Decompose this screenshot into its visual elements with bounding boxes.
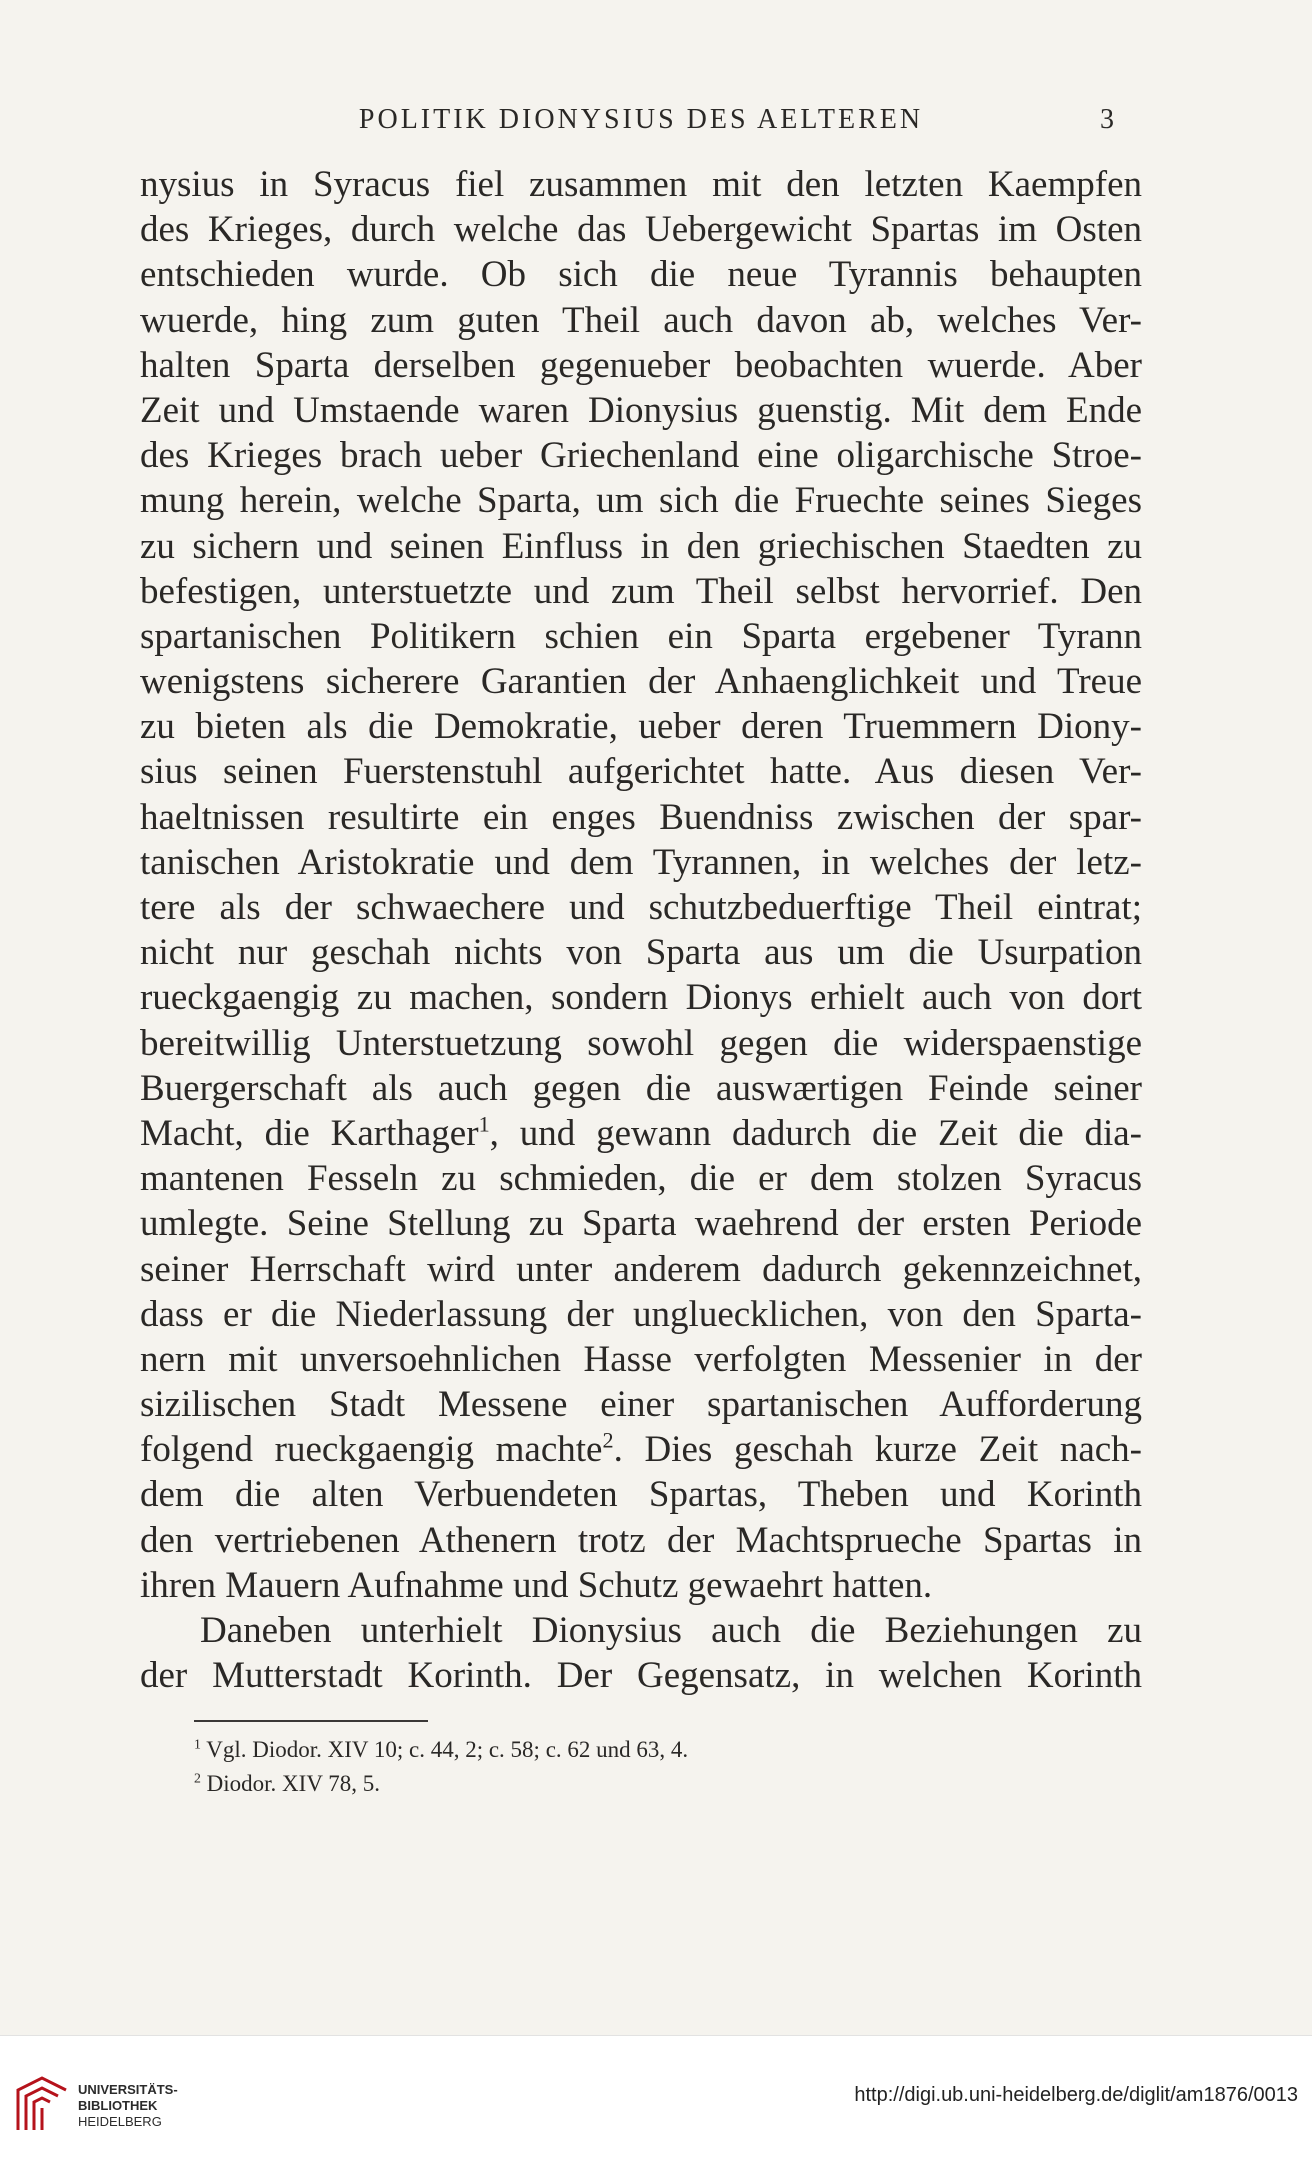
footnote-text: Diodor. XIV 78, 5.: [206, 1771, 381, 1796]
body-text: [140, 162, 1142, 1698]
ub-heidelberg-logo-icon[interactable]: [12, 2076, 72, 2134]
text-line: Buergerschaft als auch gegen die auswærtigen Feinde seiner: [140, 1067, 1142, 1109]
text-line: wuerde, hing zum guten Theil auch davon ab, welches Ver-: [140, 299, 1142, 341]
text-line: wenigstens sicherere Garantien der Anhaenglichkeit und Treue: [140, 661, 1142, 703]
text-line: umlegte. Seine Stellung zu Sparta waehrend der ersten Periode: [140, 1203, 1142, 1245]
library-name: [78, 2082, 178, 2130]
library-name-line: HEIDELBERG: [78, 2114, 162, 2129]
text-line: nern mit unversoehnlichen Hasse verfolgten Messenier in der: [140, 1338, 1142, 1380]
text-line: entschieden wurde. Ob sich die neue Tyrannis behaupten: [140, 254, 1142, 296]
viewer-footer: [0, 2035, 1312, 2159]
library-name-line: UNIVERSITÄTS-: [78, 2082, 178, 2097]
footnote-ref[interactable]: 1: [478, 1111, 490, 1137]
text-line: rueckgaengig zu machen, sondern Dionys erhielt auch von dort: [140, 977, 1142, 1019]
text-line: seiner Herrschaft wird unter anderem dadurch gekennzeichnet,: [140, 1248, 1142, 1290]
footnote-marker: 1: [194, 1736, 201, 1752]
text-line: nysius in Syracus fiel zusammen mit den letzten Kaempfen: [140, 164, 1142, 205]
text-line: Zeit und Umstaende waren Dionysius guenstig. Mit dem Ende: [140, 389, 1142, 431]
text-line: tere als der schwaechere und schutzbeduerftige Theil eintrat;: [140, 887, 1142, 928]
text-fragment: folgend rueckgaengig machte: [140, 1429, 603, 1471]
text-line: dass er die Niederlassung der ungluecklichen, von den Sparta-: [140, 1293, 1142, 1335]
text-line: zu sichern und seinen Einfluss in den griechischen Staedten zu: [140, 525, 1142, 567]
paragraph-first-line: Daneben unterhielt Dionysius auch die Beziehungen zu: [200, 1610, 1142, 1651]
text-line: zu bieten als die Demokratie, ueber deren Truemmern Diony-: [140, 706, 1142, 748]
text-line: den vertriebenen Athenern trotz der Machtsprueche Spartas in: [140, 1519, 1142, 1561]
text-line: tanischen Aristokratie und dem Tyrannen, in welches der letz-: [140, 841, 1142, 883]
text-line: des Krieges, durch welche das Uebergewicht Spartas im Osten: [140, 209, 1142, 251]
text-line: mantenen Fesseln zu schmieden, die er dem stolzen Syracus: [140, 1158, 1142, 1200]
page-number: 3: [1100, 104, 1114, 135]
text-line: des Krieges brach ueber Griechenland eine oligarchische Stroe-: [140, 435, 1142, 477]
text-fragment: , und gewann dadurch die Zeit die dia-: [489, 1112, 1142, 1154]
text-line: sius seinen Fuerstenstuhl aufgerichtet hatte. Aus diesen Ver-: [140, 751, 1142, 793]
footnote-ref[interactable]: 2: [602, 1427, 614, 1453]
text-line: der Mutterstadt Korinth. Der Gegensatz, in welchen Korinth: [140, 1655, 1142, 1697]
library-name-line: BIBLIOTHEK: [78, 2098, 158, 2113]
text-line: sizilischen Stadt Messene einer spartanischen Aufforderung: [140, 1384, 1142, 1426]
text-line-with-footnote-ref: [140, 1427, 1142, 1472]
text-line: befestigen, unterstuetzte und zum Theil selbst hervorrief. Den: [140, 570, 1142, 612]
text-line: mung herein, welche Sparta, um sich die Fruechte seines Sieges: [140, 480, 1142, 522]
footnote: [194, 1767, 1094, 1801]
source-url-link[interactable]: http://digi.ub.uni-heidelberg.de/diglit/am1876/0013: [854, 2084, 1298, 2106]
page-header: [140, 104, 1142, 144]
footnote-marker: 2: [194, 1770, 201, 1786]
text-line: spartanischen Politikern schien ein Sparta ergebener Tyrann: [140, 615, 1142, 657]
text-fragment: . Dies geschah kurze Zeit nach-: [613, 1429, 1143, 1471]
text-line: dem die alten Verbuendeten Spartas, Theben und Korinth: [140, 1474, 1142, 1516]
text-line: halten Sparta derselben gegenueber beobachten wuerde. Aber: [140, 344, 1142, 386]
running-head: POLITIK DIONYSIUS DES AELTEREN: [358, 104, 924, 135]
paragraph-last-line: ihren Mauern Aufnahme und Schutz gewaehrt hatten.: [140, 1564, 933, 1606]
text-fragment: Macht, die Karthager: [140, 1112, 479, 1154]
footnote: [194, 1733, 1094, 1767]
text-line: bereitwillig Unterstuetzung sowohl gegen die widerspaenstige: [140, 1022, 1142, 1064]
footnotes: [194, 1733, 1094, 1801]
footnote-separator: [194, 1720, 428, 1722]
text-line: haeltnissen resultirte ein enges Buendniss zwischen der spar-: [140, 796, 1142, 838]
text-line: nicht nur geschah nichts von Sparta aus um die Usurpation: [140, 932, 1142, 974]
footnote-text: Vgl. Diodor. XIV 10; c. 44, 2; c. 58; c. 62 und 63, 4.: [206, 1737, 689, 1762]
text-line-with-footnote-ref: [140, 1111, 1142, 1156]
